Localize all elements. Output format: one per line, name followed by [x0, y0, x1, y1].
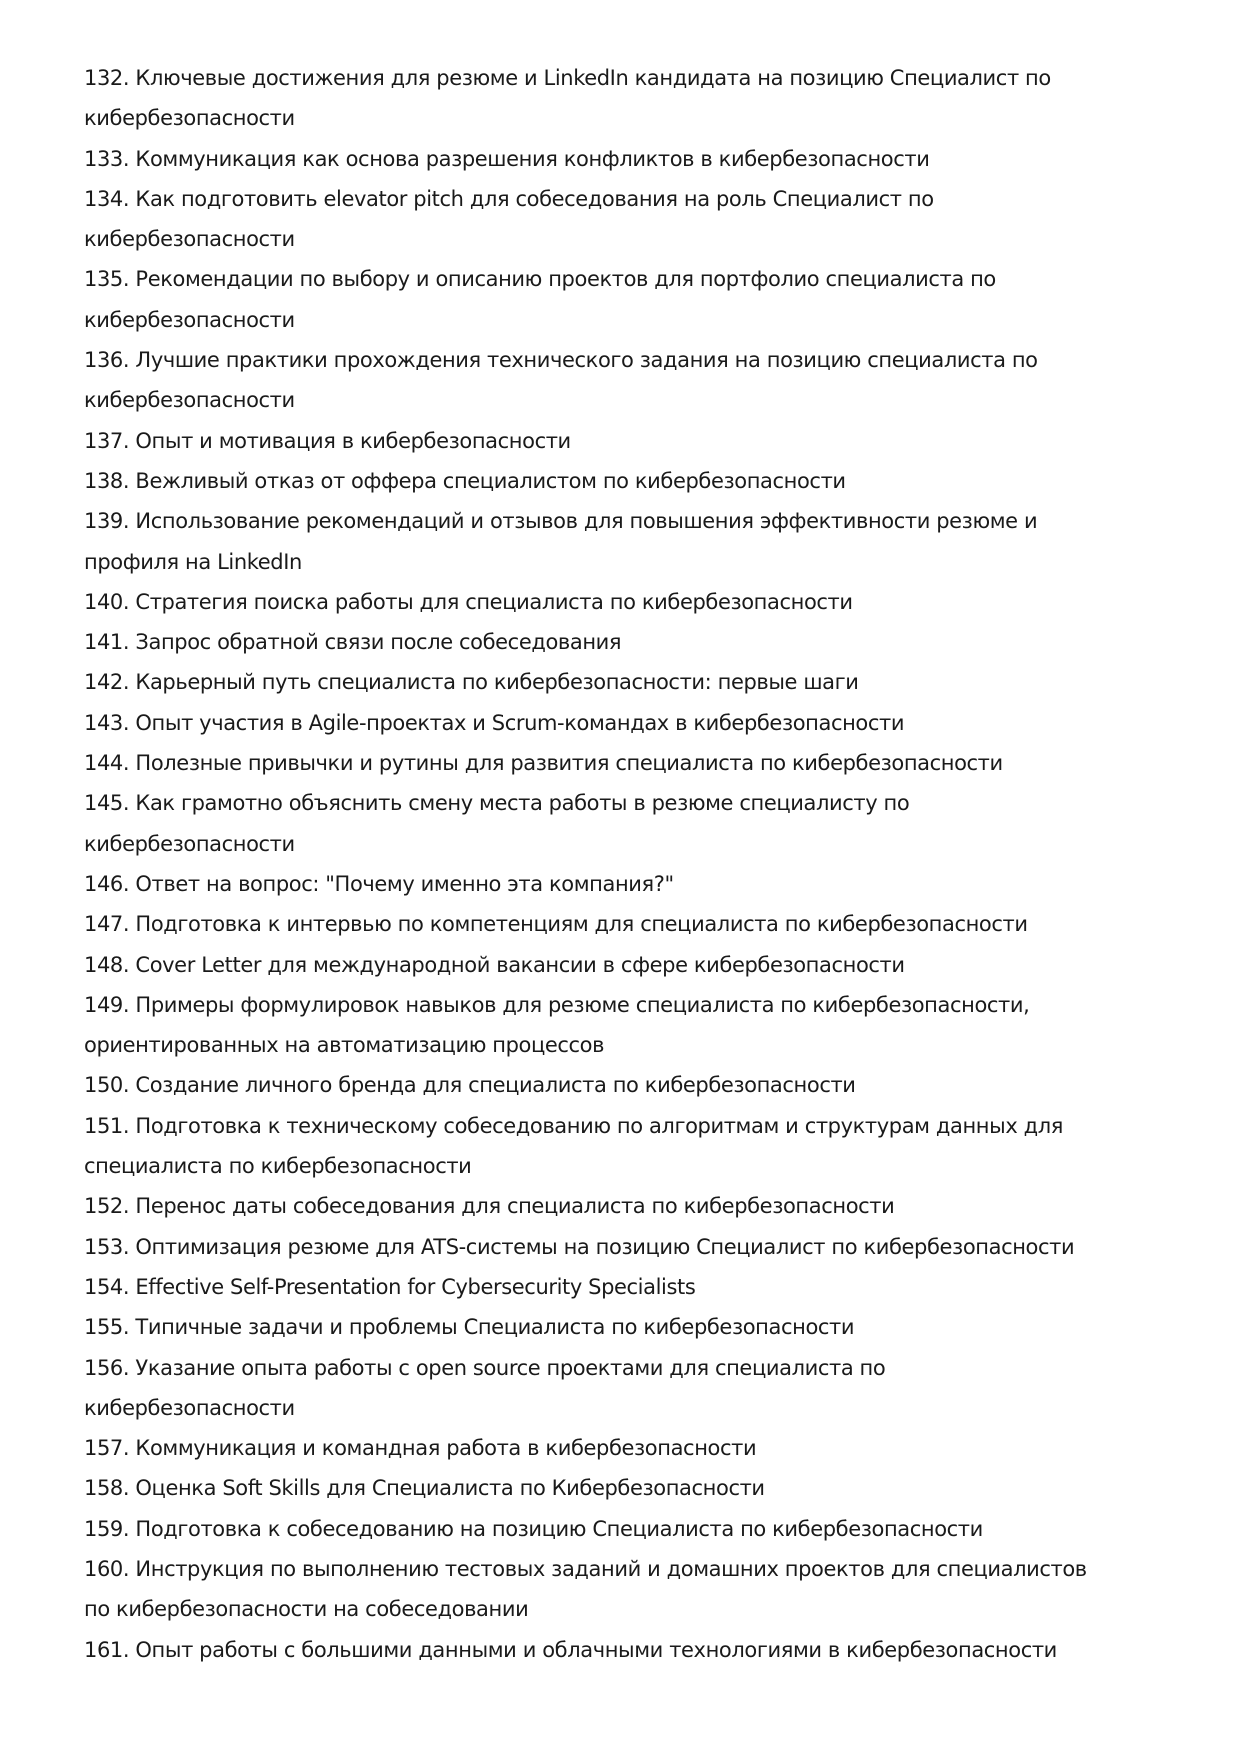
list-item	[84, 421, 1204, 461]
list-item-line: 139. Использование рекомендаций и отзывов для повышения эффективности резюме и	[84, 509, 1038, 534]
list-item	[84, 703, 1204, 743]
list-item-line: кибербезопасности	[84, 106, 295, 131]
list-item-line: кибербезопасности	[84, 307, 295, 332]
list-item	[84, 1065, 1204, 1105]
list-item-line: 145. Как грамотно объяснить смену места работы в резюме специалисту по	[84, 791, 910, 816]
list-item-line: 132. Ключевые достижения для резюме и LinkedIn кандидата на позицию Специалист по	[84, 66, 1051, 90]
list-item	[84, 340, 1204, 421]
list-item	[84, 1549, 1204, 1630]
list-item	[84, 945, 1204, 985]
list-item-line: 161. Опыт работы с большими данными и облачными технологиями в кибербезопасности	[84, 1637, 1057, 1662]
list-item-line: 149. Примеры формулировок навыков для резюме специалиста по кибербезопасности,	[84, 992, 1030, 1017]
list-item	[84, 904, 1204, 944]
list-item-line: 143. Опыт участия в Agile-проектах и Scrum-командах в кибербезопасности	[84, 710, 905, 735]
list-item	[84, 1630, 1204, 1670]
list-item-line: 140. Стратегия поиска работы для специалиста по кибербезопасности	[84, 589, 853, 614]
list-item	[84, 1106, 1204, 1187]
list-item-line: 154. Effective Self-Presentation for Cybersecurity Specialists	[84, 1274, 696, 1299]
list-item-line: по кибербезопасности на собеседовании	[84, 1597, 529, 1622]
list-item-line: 134. Как подготовить elevator pitch для собеседования на роль Специалист по	[84, 186, 934, 211]
list-item	[84, 1227, 1204, 1267]
list-item-line: 151. Подготовка к техническому собеседованию по алгоритмам и структурам данных для	[84, 1113, 1063, 1138]
list-item	[84, 259, 1204, 340]
list-item-line: 133. Коммуникация как основа разрешения конфликтов в кибербезопасности	[84, 146, 930, 171]
list-item-line: 142. Карьерный путь специалиста по кибербезопасности: первые шаги	[84, 670, 859, 695]
list-item	[84, 864, 1204, 904]
list-item	[84, 985, 1204, 1066]
list-item-line: 146. Ответ на вопрос: "Почему именно эта компания?"	[84, 871, 674, 896]
list-item-line: кибербезопасности	[84, 1395, 295, 1420]
list-item	[84, 461, 1204, 501]
list-item	[84, 582, 1204, 622]
list-item	[84, 1509, 1204, 1549]
list-item-line: 148. Cover Letter для международной вакансии в сфере кибербезопасности	[84, 952, 905, 977]
list-item-line: кибербезопасности	[84, 831, 295, 856]
list-item-line: 141. Запрос обратной связи после собеседования	[84, 630, 622, 655]
list-item	[84, 501, 1204, 582]
list-item	[84, 662, 1204, 702]
list-item-line: кибербезопасности	[84, 388, 295, 413]
list-item	[84, 743, 1204, 783]
list-item-line: 159. Подготовка к собеседованию на позицию Специалиста по кибербезопасности	[84, 1516, 983, 1541]
list-item-line: 138. Вежливый отказ от оффера специалистом по кибербезопасности	[84, 468, 846, 493]
list-item	[84, 179, 1204, 260]
list-item	[84, 139, 1204, 179]
list-item-line: 153. Оптимизация резюме для ATS-системы на позицию Специалист по кибербезопасности	[84, 1234, 1075, 1259]
list-item	[84, 1186, 1204, 1226]
list-item	[84, 1267, 1204, 1307]
list-item-line: 137. Опыт и мотивация в кибербезопасности	[84, 428, 571, 453]
list-item	[84, 783, 1204, 864]
list-item-line: 135. Рекомендации по выбору и описанию проектов для портфолио специалиста по	[84, 267, 996, 292]
list-item	[84, 622, 1204, 662]
list-item	[84, 1468, 1204, 1508]
list-item-line: 155. Типичные задачи и проблемы Специалиста по кибербезопасности	[84, 1315, 855, 1340]
list-item-line: 144. Полезные привычки и рутины для развития специалиста по кибербезопасности	[84, 751, 1003, 776]
list-item-line: ориентированных на автоматизацию процессов	[84, 1033, 605, 1058]
numbered-topic-list	[84, 58, 1204, 1670]
list-item	[84, 1348, 1204, 1429]
list-item	[84, 1307, 1204, 1347]
list-item-line: 158. Оценка Soft Skills для Специалиста по Кибербезопасности	[84, 1476, 765, 1501]
list-item-line: специалиста по кибербезопасности	[84, 1154, 472, 1179]
list-item-line: 150. Создание личного бренда для специалиста по кибербезопасности	[84, 1073, 856, 1098]
list-item	[84, 58, 1204, 139]
list-item-line: 152. Перенос даты собеседования для специалиста по кибербезопасности	[84, 1194, 895, 1219]
list-item-line: 156. Указание опыта работы с open source проектами для специалиста по	[84, 1355, 886, 1380]
list-item-line: 147. Подготовка к интервью по компетенциям для специалиста по кибербезопасности	[84, 912, 1028, 937]
list-item-line: кибербезопасности	[84, 227, 295, 252]
list-item-line: 160. Инструкция по выполнению тестовых заданий и домашних проектов для специалистов	[84, 1556, 1087, 1581]
list-item-line: 136. Лучшие практики прохождения технического задания на позицию специалиста по	[84, 348, 1038, 373]
list-item-line: профиля на LinkedIn	[84, 549, 302, 574]
list-item-line: 157. Коммуникация и командная работа в кибербезопасности	[84, 1436, 757, 1461]
list-item	[84, 1428, 1204, 1468]
